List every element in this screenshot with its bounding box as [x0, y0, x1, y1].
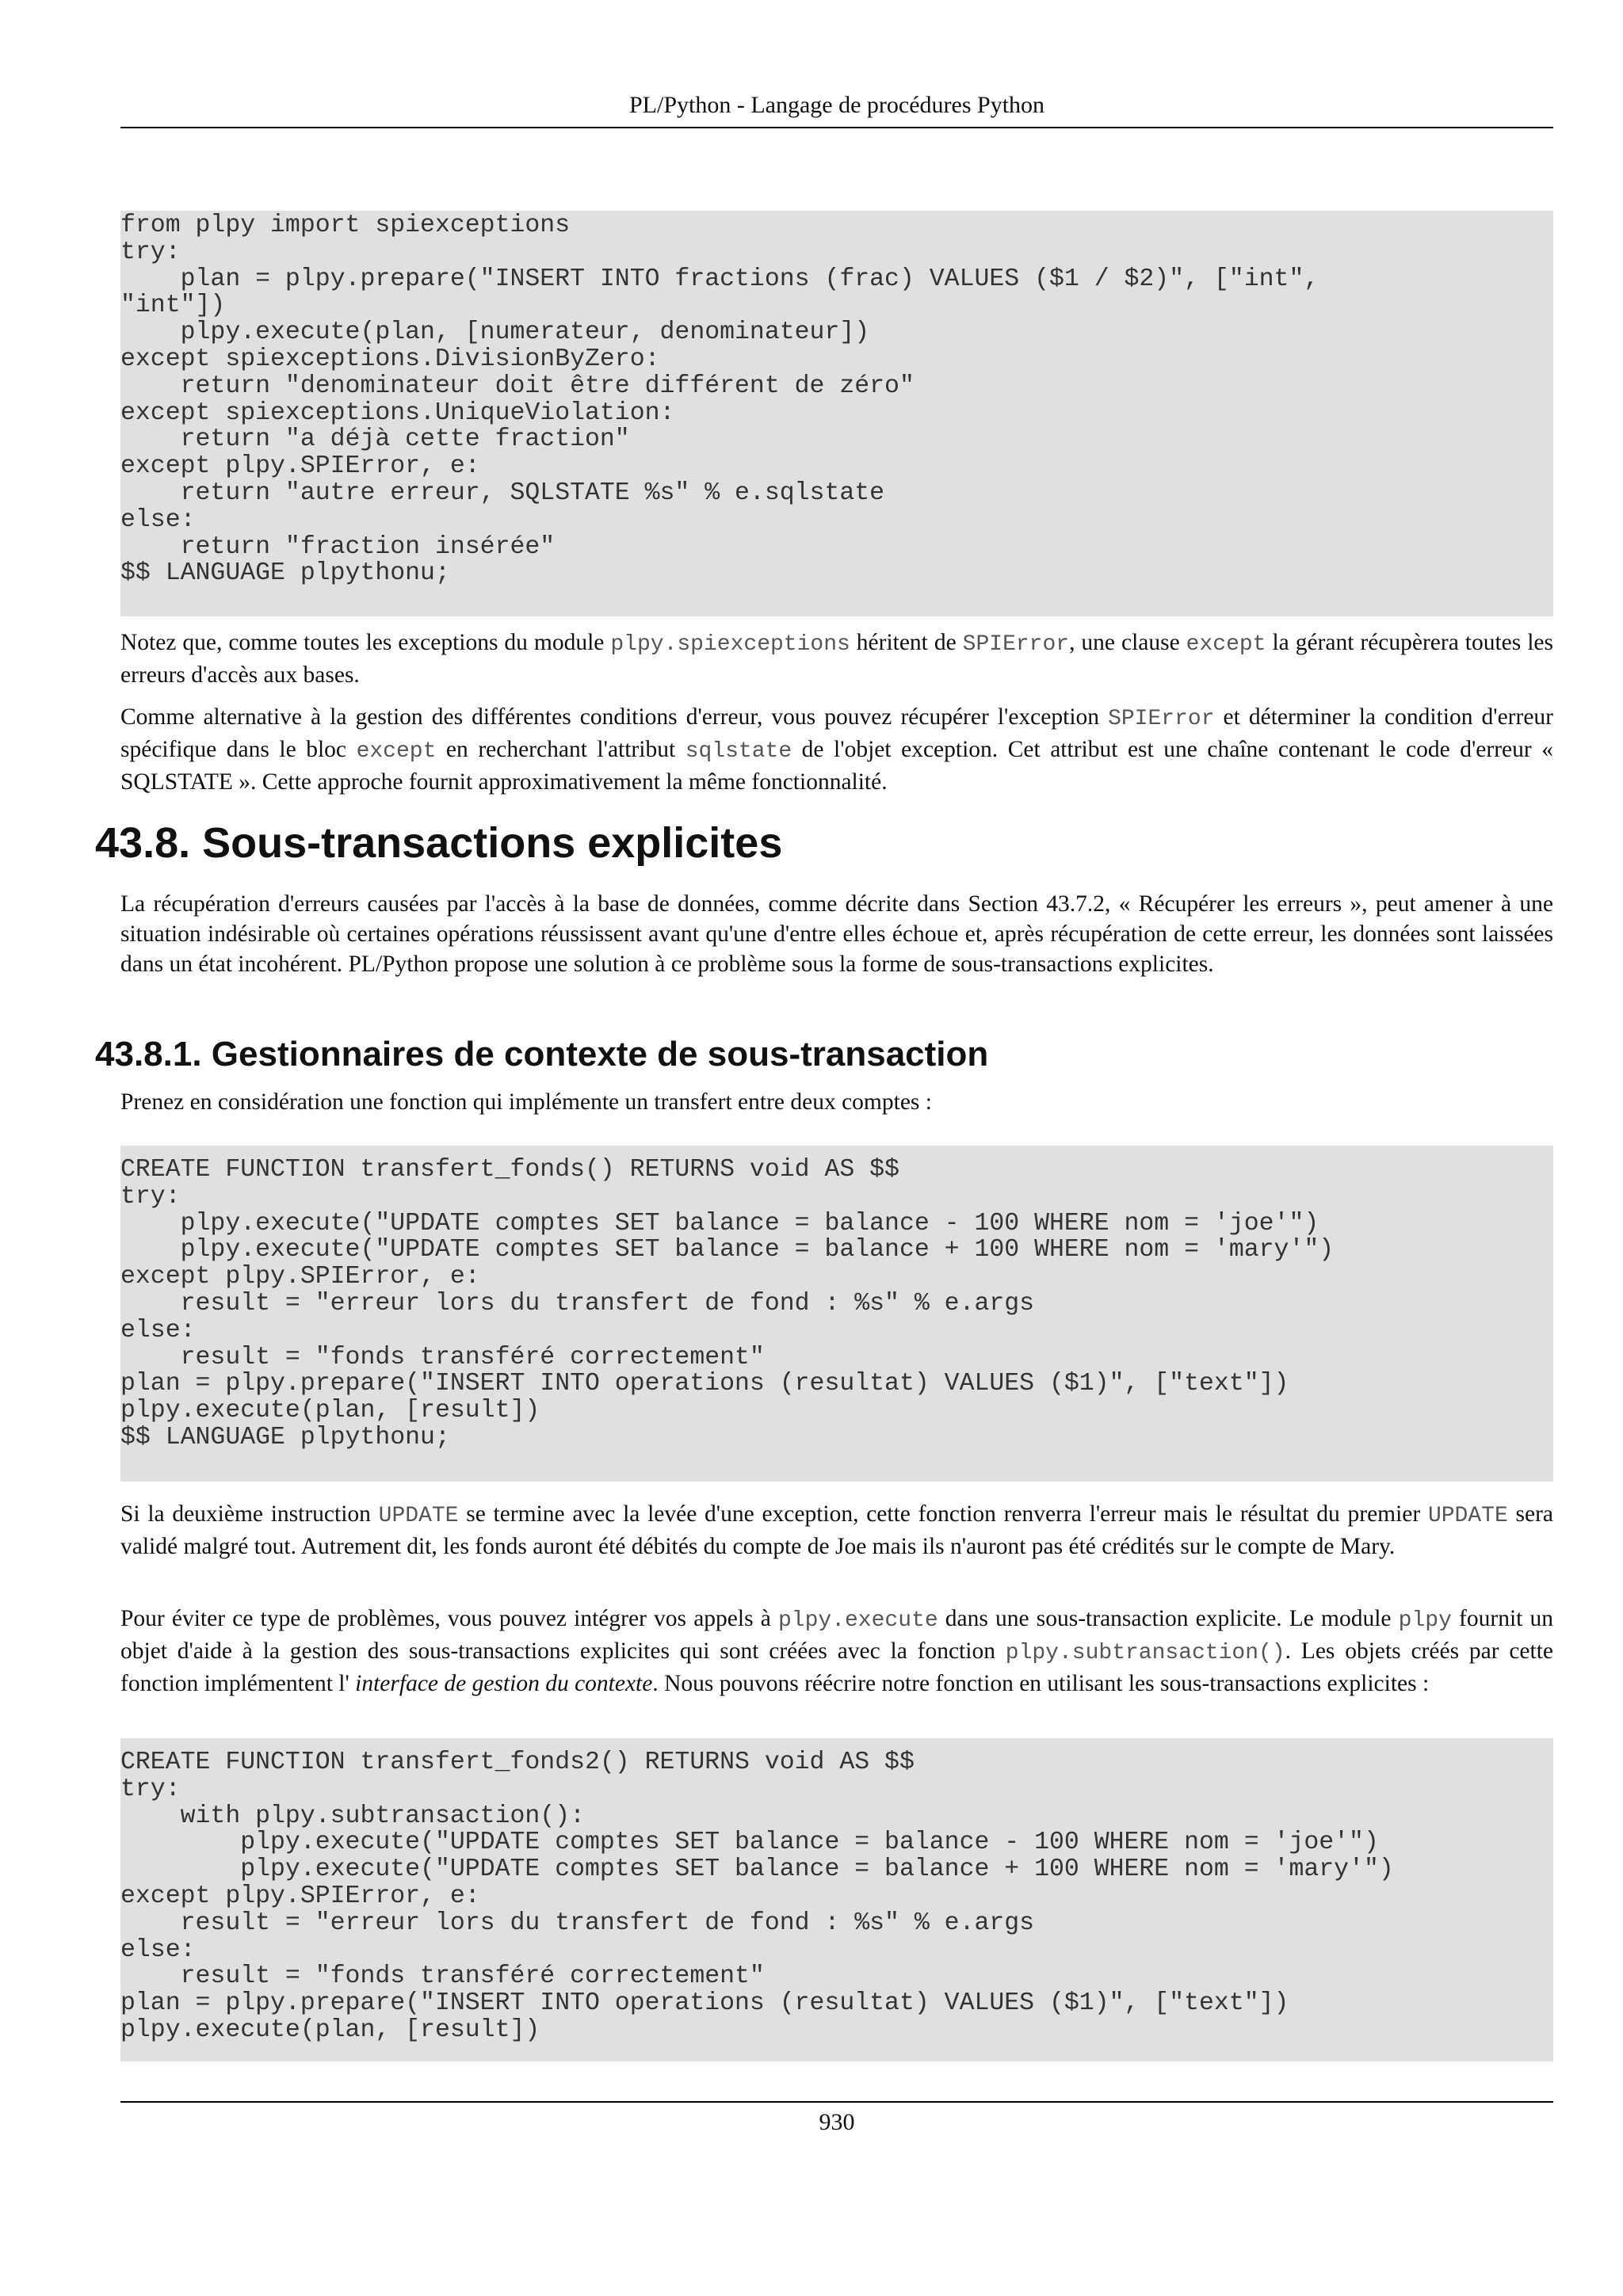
inline-code: sqlstate [685, 739, 792, 764]
paragraph-transfer-function: Prenez en considération une fonction qui implémente un transfert entre deux comptes : [120, 1089, 932, 1115]
code-line: try: [120, 1182, 181, 1211]
header-rule [120, 127, 1553, 128]
inline-code: plpy [1398, 1608, 1452, 1633]
code-line: plan = plpy.prepare("INSERT INTO operations (resultat) VALUES ($1)", ["text"]) [120, 1370, 1289, 1398]
code-line: return "autre erreur, SQLSTATE %s" % e.sqlstate [120, 479, 885, 507]
code-line: plpy.execute("UPDATE comptes SET balance = balance - 100 WHERE nom = 'joe'") [120, 1209, 1319, 1238]
code-line: try: [120, 1775, 181, 1803]
inline-code: plpy.execute [777, 1608, 938, 1633]
code-line: plan = plpy.prepare("INSERT INTO fractions (frac) VALUES ($1 / $2)", ["int", [120, 265, 1319, 293]
code-line: except spiexceptions.DivisionByZero: [120, 345, 660, 373]
code-line: result = "fonds transféré correctement" [120, 1343, 765, 1371]
code-block-2 [120, 1146, 1553, 1482]
code-line: except plpy.SPIError, e: [120, 452, 480, 481]
inline-code: except [1186, 632, 1266, 657]
code-block-3 [120, 1738, 1553, 2061]
paragraph-section-intro: La récupération d'erreurs causées par l'accès à la base de données, comme décrite dans Section 43.7.2, « Récupérer les erreurs », peut amener à une situation indésirable où certaines opérations réussissent avant qu'une d'entre elles échoue et, après récupération de cette erreur, les données sont laissées dans un état incohérent. PL/Python propose une solution à ce problème sous la forme de sous-transactions explicites. [120, 891, 1553, 977]
inline-code: except [356, 739, 437, 764]
footer-rule [120, 2101, 1553, 2103]
code-line: $$ LANGUAGE plpythonu; [120, 559, 450, 588]
code-line: result = "erreur lors du transfert de fond : %s" % e.args [120, 1289, 1035, 1318]
code-line: $$ LANGUAGE plpythonu; [120, 1423, 450, 1451]
inline-code: UPDATE [1427, 1504, 1508, 1528]
inline-code: SPIError [962, 632, 1070, 657]
code-line: result = "fonds transféré correctement" [120, 1962, 765, 1991]
code-line: plpy.execute(plan, [numerateur, denominateur]) [120, 318, 870, 347]
code-block-1 [120, 211, 1553, 616]
code-line: CREATE FUNCTION transfert_fonds() RETURNS void AS $$ [120, 1156, 899, 1184]
code-line: plpy.execute(plan, [result]) [120, 2016, 540, 2044]
code-line: CREATE FUNCTION transfert_fonds2() RETURNS void AS $$ [120, 1749, 915, 1776]
code-line: else: [120, 1936, 196, 1964]
code-line: plan = plpy.prepare("INSERT INTO operations (resultat) VALUES ($1)", ["text"]) [120, 1989, 1289, 2018]
code-line: result = "erreur lors du transfert de fond : %s" % e.args [120, 1909, 1035, 1937]
code-line: try: [120, 238, 181, 266]
code-line: else: [120, 505, 196, 534]
code-line: return "fraction insérée" [120, 532, 556, 561]
code-line: with plpy.subtransaction(): [120, 1802, 585, 1830]
code-line: from plpy import spiexceptions [120, 212, 571, 239]
code-line: plpy.execute("UPDATE comptes SET balance = balance + 100 WHERE nom = 'mary'") [120, 1855, 1394, 1884]
paragraph-spierror-alternative: Comme alternative à la gestion des différentes conditions d'erreur, vous pouvez récupérer l'exception SPIError et déterminer la condition d'erreur spécifique dans le bloc except en recherchant l'attribut sqlstate de l'objet exception. Cet attribut est une chaîne contenant le code d'erreur « SQLSTATE ». Cette approche fournit approximativement la même fonctionnalité. [120, 704, 1553, 795]
inline-code: SPIError [1108, 707, 1215, 731]
code-line: else: [120, 1316, 196, 1344]
running-header: PL/Python - Langage de procédures Python [628, 92, 1045, 118]
emphasis-text: interface de gestion du contexte [355, 1671, 653, 1696]
code-line: plpy.execute("UPDATE comptes SET balance = balance - 100 WHERE nom = 'joe'") [120, 1829, 1379, 1857]
code-line: except plpy.SPIError, e: [120, 1263, 480, 1291]
code-line: except spiexceptions.UniqueViolation: [120, 399, 675, 427]
code-line: return "a déjà cette fraction" [120, 425, 630, 454]
subsection-heading: 43.8.1. Gestionnaires de contexte de sous-transaction [95, 1035, 989, 1074]
inline-code: plpy.subtransaction() [1005, 1641, 1285, 1665]
paragraph-subtransaction-explanation: Pour éviter ce type de problèmes, vous pouvez intégrer vos appels à plpy.execute dans une sous-transaction explicite. Le module plpy fournit un objet d'aide à la gestion des sous-transactions explicites qui sont créées avec la fonction plpy.subtransaction(). Les objets créés par cette fonction implémentent l' interface de gestion du contexte. Nous pouvons réécrire notre fonction en utilisant les sous-transactions explicites : [120, 1606, 1554, 1696]
paragraph-update-failure: Si la deuxième instruction UPDATE se termine avec la levée d'une exception, cette fonction renverra l'erreur mais le résultat du premier UPDATE sera validé malgré tout. Autrement dit, les fonds auront été débités du compte de Joe mais ils n'auront pas été crédités sur le compte de Mary. [120, 1501, 1553, 1559]
code-line: plpy.execute(plan, [result]) [120, 1397, 540, 1425]
code-line: plpy.execute("UPDATE comptes SET balance = balance + 100 WHERE nom = 'mary'") [120, 1236, 1335, 1264]
page-number: 930 [819, 2109, 855, 2135]
code-line: "int"]) [120, 292, 226, 320]
code-line: return "denominateur doit être différent de zéro" [120, 372, 915, 400]
code-line: except plpy.SPIError, e: [120, 1882, 480, 1910]
inline-code: plpy.spiexceptions [610, 632, 850, 657]
paragraph-exceptions-inheritance: Notez que, comme toutes les exceptions du module plpy.spiexceptions héritent de SPIError, une clause except la gérant récupèrera toutes les erreurs d'accès aux bases. [120, 630, 1553, 688]
inline-code: UPDATE [378, 1504, 459, 1528]
section-heading: 43.8. Sous-transactions explicites [95, 819, 783, 867]
